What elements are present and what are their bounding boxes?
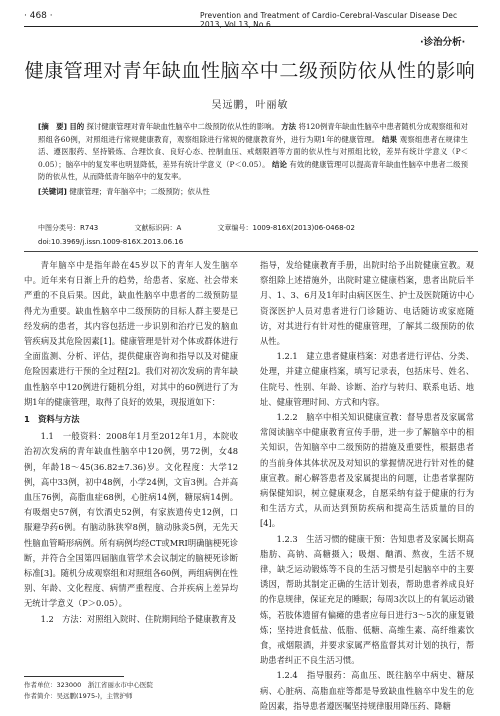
left-column bbox=[24, 258, 238, 627]
health-records-paragraph: 1.2.1 建立患者健康档案：对患者进行评估、分类、处理，并建立健康档案，填写记录表，包括床号、姓名、住院号、性别、年龄、诊断、治疗与转归、联系电话、地址、健康管理时间、方式和内容。 bbox=[260, 351, 474, 407]
doi: doi:10.3969/j.issn.1009-816X.2013.06.16 bbox=[38, 238, 184, 246]
article-title: 健康管理对青年缺血性脑卒中二级预防依从性的影响 bbox=[24, 60, 476, 82]
right-column bbox=[260, 258, 474, 714]
results-text: 观察组患者在规律生活、遵医服药、坚持锻炼、合理饮食、良好心态、控制血压、戒烟限酒等方面的依从性与对照组比较，差异有统计学意义（P＜0.05）；脑卒中的复发率也明显降低，差异有统计学意义（P＜0.05）。 bbox=[38, 134, 468, 169]
classification-line bbox=[38, 223, 468, 233]
abstract-label-text: [摘 要] bbox=[38, 122, 67, 131]
footnote-rule bbox=[24, 676, 124, 677]
methods-text: 将120例青年缺血性脑卒中患者随机分成观察组和对照组各60例，对照组进行常规健康教育，观察组除进行常规的健康教育外，进行为期1年的健康管理。 bbox=[38, 122, 468, 144]
article-number: 文章编号：1009-816X(2013)06-0468-02 bbox=[217, 224, 355, 232]
page-number: · 468 · bbox=[24, 11, 53, 21]
intro-paragraph: 青年脑卒中是指年龄在45岁以下的青年人发生脑卒中。近年来有日渐上升的趋势，给患者、家庭、社会带来严重的不良后果。因此，缺血性脑卒中患者的二级预防显得尤为重要。缺血性脑卒中二级预防的目标人群主要是已经发病的患者，其内容包括进一步识别和治疗已发的脑血管疾病及其危险因素[1]。健康管理是针对个体或群体进行全面监测、分析、评估，提供健康咨询和指导以及对健康危险因素进行干预的全过程[2]。我们对初次发病的青年缺血性脑卒中120例进行随机分组，对其中的60例进行了为期1年的健康管理，取得了良好的效果，现报道如下： bbox=[24, 260, 238, 407]
author-affiliation: 作者单位：323000 浙江省丽水市中心医院 bbox=[24, 681, 153, 689]
health-education-paragraph: 1.2.2 脑卒中相关知识健康宣教：督导患者及家属常常阅读脑卒中健康教育宣传手册，进一步了解脑卒中的相关知识，告知脑卒中二级预防的措施及重要性，根据患者的当前身体其体状况及对知识的掌握情况进行针对性的健康宣教。耐心解答患者及家属提出的问题，让患者掌握防病保健知识，树立健康观念，自愿采纳有益于健康的行为和生活方式，从而达到预防疾病和提高生活质量的目的[4]。 bbox=[260, 412, 474, 529]
abstract-rule bbox=[24, 251, 478, 252]
methods-continued-paragraph: 指导，发给健康教育手册，出院时给予出院健康宣教。观察组除上述措施外，出院时建立健康档案，患者出院后半月、1、3、6月及1年时由病区医生、护士及医院随访中心资深医护人员对患者进行门诊随访、电话随访或家庭随访，对其进行有针对性的健康管理，了解其二级预防的依从性。 bbox=[260, 260, 474, 347]
section-tag: ·诊治分析· bbox=[420, 37, 466, 48]
lifestyle-intervention-paragraph: 1.2.3 生活习惯的健康干预：告知患者及家属长期高脂肪、高钠、高糖摄入；吸烟、酗酒、熬夜，生活不规律，缺乏运动锻炼等不良的生活习惯是引起脑卒中的主要诱因，帮助其制定正确的生活计划表，帮助患者养成良好的作息规律，保证充足的睡眠；每周3次以上的有氧运动锻炼，若肢体遗留有偏瘫的患者应每日进行3～5次的康复锻炼；坚持进食低盐、低脂、低糖、高维生素、高纤维素饮食，戒烟限酒，并要求家属严格监督其对计划的执行，帮助患者纠正不良生活习惯。 bbox=[260, 533, 474, 666]
header-rule bbox=[24, 26, 478, 27]
methods-paragraph: 1.2 方法：对照组入院时、住院期间给予健康教育及 bbox=[40, 613, 237, 624]
objective-label: 目的 bbox=[69, 122, 85, 131]
conclusion-text: 有效的健康管理可以提高青年缺血性脑卒中患者二级预防的依从性，从而降低青年脑卒中的复发率。 bbox=[38, 159, 468, 182]
journal-citation: Prevention and Treatment of Cardio-Cerebral-Vascular Disease Dec 2013, Vol 13, No 6 bbox=[200, 11, 458, 29]
keywords-label: [关键词] bbox=[38, 186, 67, 196]
results-label: 结果 bbox=[381, 134, 398, 144]
objective-text: 探讨健康管理对青年缺血性脑卒中二级预防依从性的影响。 bbox=[86, 122, 279, 131]
methods-label: 方法 bbox=[281, 122, 297, 131]
running-header bbox=[24, 11, 478, 27]
abstract-block bbox=[38, 121, 468, 199]
keywords-text: 健康管理；青年脑卒中；二级预防；依从性 bbox=[69, 186, 210, 196]
section-heading-materials-methods: 1 资料与方法 bbox=[24, 414, 80, 425]
clc-number: 中图分类号：R743 bbox=[38, 224, 99, 232]
conclusion-label: 结论 bbox=[272, 159, 287, 169]
general-data-paragraph: 1.1 一般资料：2008年1月至2012年1月，本院收治初次发病的青年缺血性脑卒中120例，男72例，女48例，年龄18～45(36.82±7.36)岁。文化程度：大学12例，高中33例，初中48例，小学24例，文盲3例。合并高血压76例，高脂血症68例，心脏病14例，糖尿病14例。有吸烟史57例，有饮酒史52例，有家族遗传史12例，口服避孕药6例。有脑动脉狭窄8例，脑动脉炎5例，无先天性脑血管畸形病例。所有病例均经CT或MRI明确脑梗死诊断，并符合全国第四届脑血管学术会议制定的脑梗死诊断标准[3]。随机分成观察组和对照组各60例，两组病例在性别、年龄、文化程度、病情严重程度、合并疾病上差异均无统计学意义（P＞0.05）。 bbox=[24, 431, 238, 609]
author-footnote bbox=[24, 680, 153, 702]
author-bio: 作者简介：吴远鹏(1975-)，主管护师 bbox=[24, 692, 133, 700]
medication-guidance-paragraph: 1.2.4 指导服药：高血压、既往脑卒中病史、糖尿病、心脏病、高脂血症等都是导致缺血性脑卒中发生的危险因素，指导患者遵医嘱坚持规律服用降压药、降糖 bbox=[260, 670, 474, 711]
document-code: 文献标识码：A bbox=[134, 224, 182, 232]
authors: 吴远鹏，叶丽敏 bbox=[211, 100, 289, 111]
